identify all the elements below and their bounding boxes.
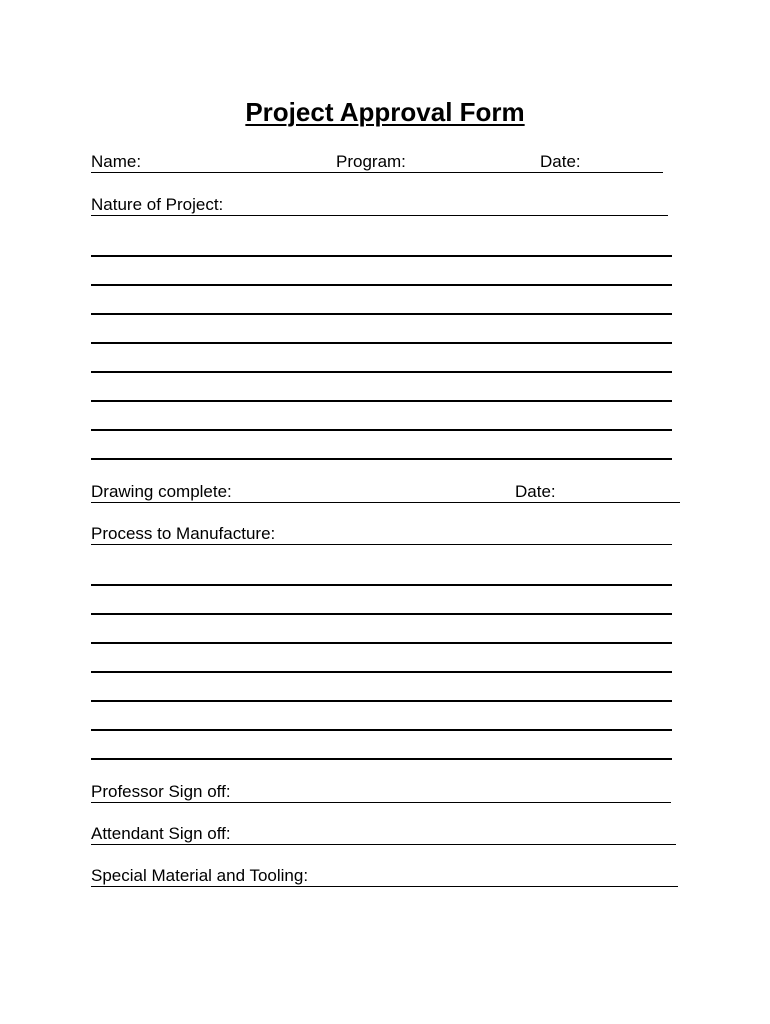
form-title-text: Project Approval Form <box>245 97 525 127</box>
special-material-field[interactable] <box>91 886 678 887</box>
process-to-manufacture-label: Process to Manufacture: <box>91 524 276 543</box>
special-material-row <box>91 866 681 890</box>
nature-of-project-line[interactable] <box>91 458 672 460</box>
process-line[interactable] <box>91 758 672 760</box>
drawing-date-field[interactable] <box>515 502 680 503</box>
professor-sign-off-label: Professor Sign off: <box>91 782 231 801</box>
process-line[interactable] <box>91 642 672 644</box>
process-to-manufacture-field[interactable] <box>91 544 672 545</box>
process-line[interactable] <box>91 700 672 702</box>
program-label: Program: <box>336 152 406 171</box>
professor-sign-off-field[interactable] <box>91 802 671 803</box>
process-line[interactable] <box>91 729 672 731</box>
nature-of-project-line[interactable] <box>91 284 672 286</box>
nature-of-project-line[interactable] <box>91 342 672 344</box>
nature-of-project-label: Nature of Project: <box>91 195 224 214</box>
nature-of-project-line[interactable] <box>91 371 672 373</box>
drawing-date-label: Date: <box>515 482 556 501</box>
form-title <box>0 96 770 128</box>
drawing-complete-label: Drawing complete: <box>91 482 232 501</box>
nature-of-project-field[interactable] <box>91 215 668 216</box>
special-material-label: Special Material and Tooling: <box>91 866 309 885</box>
date-field[interactable] <box>540 172 663 173</box>
nature-of-project-row <box>91 195 671 219</box>
nature-of-project-line[interactable] <box>91 313 672 315</box>
program-field[interactable] <box>336 172 540 173</box>
drawing-complete-field[interactable] <box>91 502 515 503</box>
header-info-row <box>91 152 671 176</box>
drawing-complete-row <box>91 482 681 506</box>
name-field[interactable] <box>91 172 336 173</box>
process-line[interactable] <box>91 613 672 615</box>
name-label: Name: <box>91 152 142 171</box>
nature-of-project-line[interactable] <box>91 429 672 431</box>
nature-of-project-line[interactable] <box>91 255 672 257</box>
nature-of-project-line[interactable] <box>91 400 672 402</box>
date-label: Date: <box>540 152 581 171</box>
attendant-sign-off-label: Attendant Sign off: <box>91 824 231 843</box>
professor-sign-off-row <box>91 782 676 806</box>
process-line[interactable] <box>91 671 672 673</box>
process-line[interactable] <box>91 584 672 586</box>
process-to-manufacture-row <box>91 524 676 548</box>
attendant-sign-off-row <box>91 824 681 848</box>
attendant-sign-off-field[interactable] <box>91 844 676 845</box>
